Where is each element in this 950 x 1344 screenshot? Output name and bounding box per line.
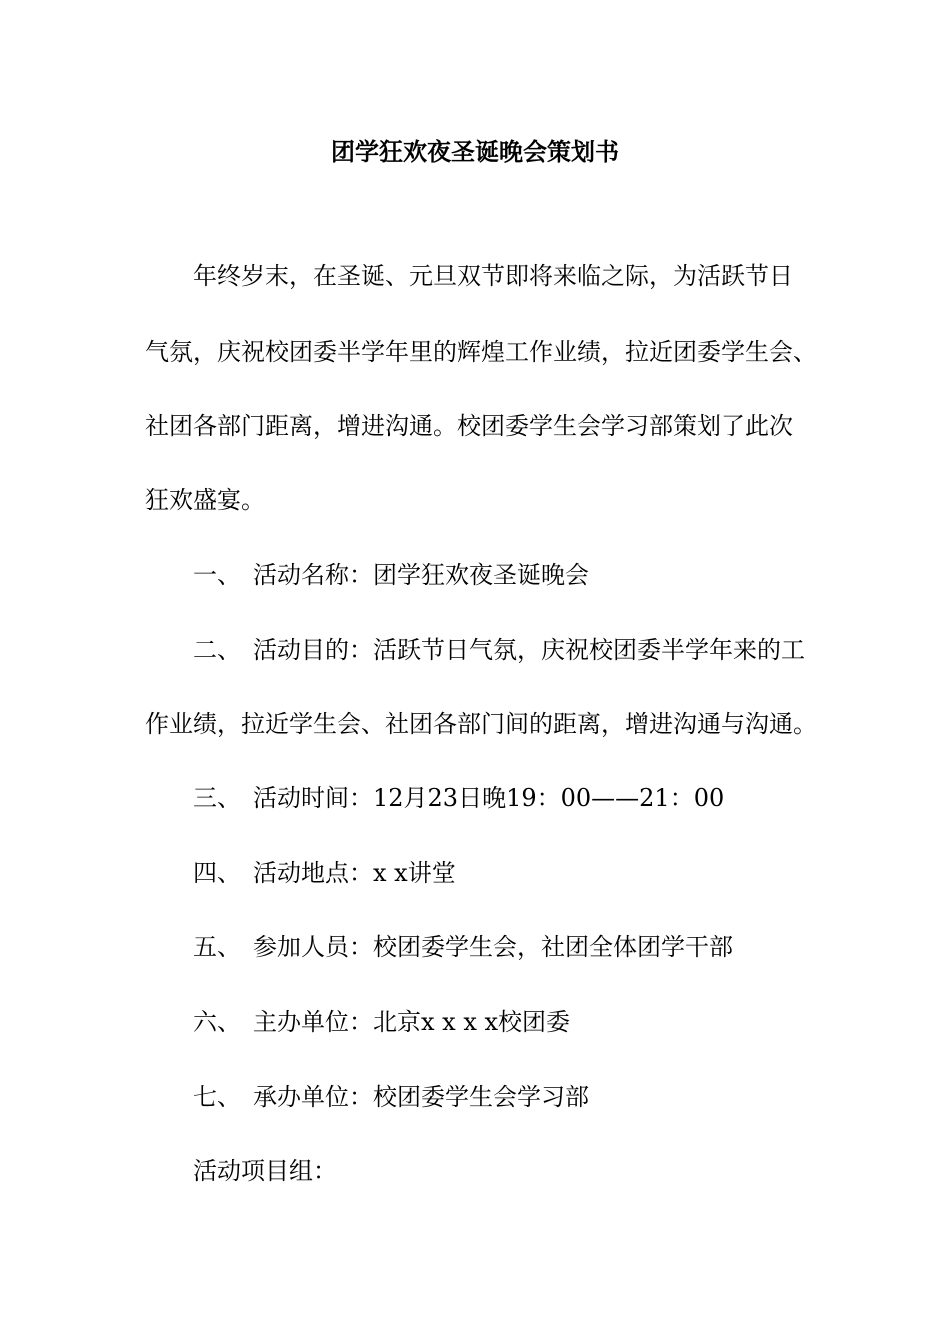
item-text: 活动名称：团学狂欢夜圣诞晚会 <box>253 561 589 589</box>
intro-line-2: 气氛，庆祝校团委半学年里的辉煌工作业绩，拉近团委学生会、 <box>145 338 817 366</box>
item-number: 一、 <box>193 561 241 589</box>
item-text: 活动时间：12月23日晚19：00——21：00 <box>253 784 725 812</box>
item-number: 五、 <box>193 933 241 961</box>
item-text: 主办单位：北京x x x x校团委 <box>253 1008 571 1036</box>
item-text: 活动地点：x x讲堂 <box>253 859 456 887</box>
intro-line-1: 年终岁末，在圣诞、元旦双节即将来临之际，为活跃节日 <box>193 262 793 290</box>
intro-line-4: 狂欢盛宴。 <box>145 486 265 514</box>
item-number: 二、 <box>193 636 241 664</box>
item-2 <box>193 632 805 668</box>
item-number: 六、 <box>193 1008 241 1036</box>
item-text: 活动目的：活跃节日气氛，庆祝校团委半学年来的工 <box>253 636 805 664</box>
intro-line-3: 社团各部门距离，增进沟通。校团委学生会学习部策划了此次 <box>145 412 793 440</box>
item-text: 参加人员：校团委学生会，社团全体团学干部 <box>253 933 733 961</box>
item-number: 三、 <box>193 784 241 812</box>
document-title: 团学狂欢夜圣诞晚会策划书 <box>331 137 619 166</box>
project-group-label: 活动项目组： <box>193 1157 337 1185</box>
item-3 <box>193 780 724 816</box>
item-7 <box>193 1079 589 1115</box>
item-number: 四、 <box>193 859 241 887</box>
item-6 <box>193 1004 570 1040</box>
item-1 <box>193 557 589 593</box>
item-5 <box>193 929 733 965</box>
item-4 <box>193 855 456 891</box>
item-number: 七、 <box>193 1083 241 1111</box>
item-text: 承办单位：校团委学生会学习部 <box>253 1083 589 1111</box>
item-2-continuation: 作业绩，拉近学生会、社团各部门间的距离，增进沟通与沟通。 <box>145 710 817 738</box>
